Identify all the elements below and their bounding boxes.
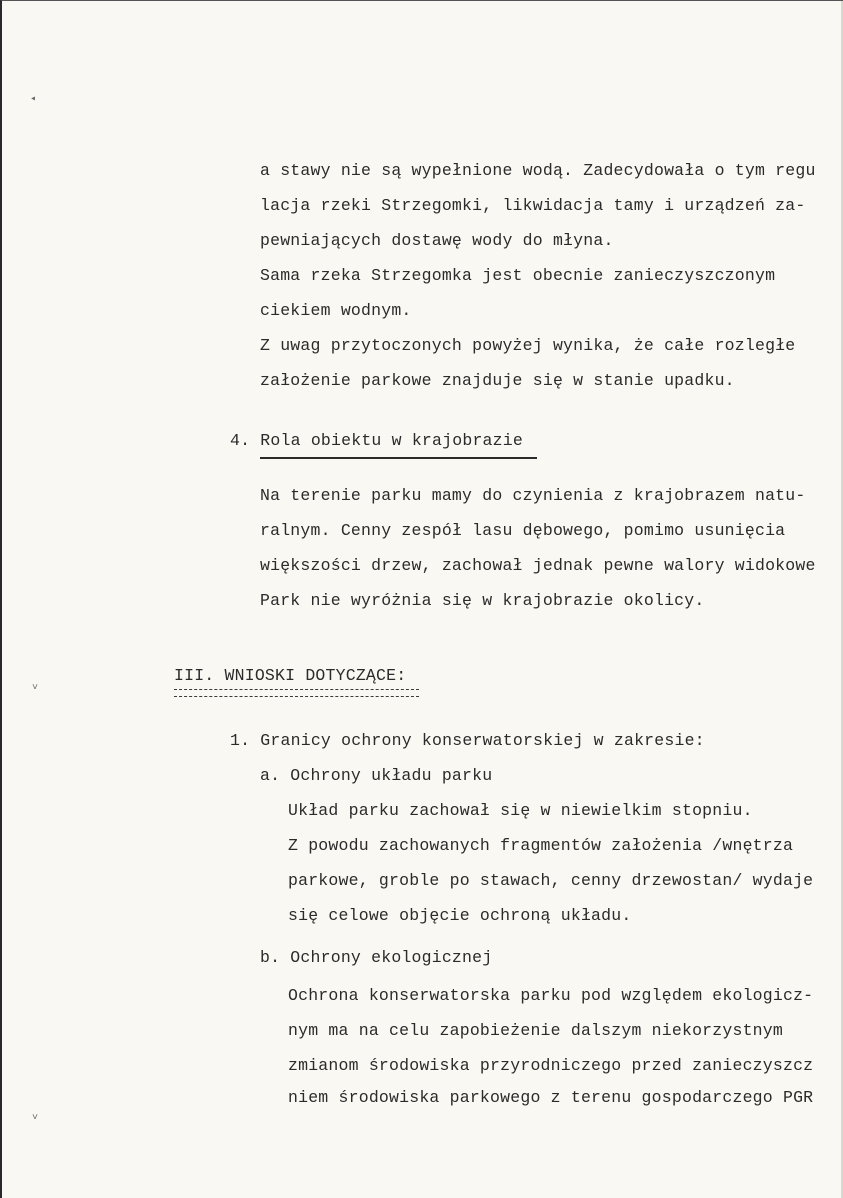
paragraph-1-line: a stawy nie są wypełnione wodą. Zadecydowała o tym regu [260, 161, 816, 180]
item-a-line: Z powodu zachowanych fragmentów założenia /wnętrza [288, 836, 794, 855]
section-III-double-rule [174, 689, 419, 697]
paragraph-1-line: założenie parkowe znajduje się w stanie upadku. [260, 371, 735, 390]
item-a-line: parkowe, groble po stawach, cenny drzewostan/ wydaje [288, 871, 814, 890]
paragraph-1-line: ciekiem wodnym. [260, 301, 412, 320]
item-b-line: nym ma na celu zapobieżenie dalszym niekorzystnym [288, 1021, 783, 1040]
paragraph-2-line: ralnym. Cenny zespół lasu dębowego, pomimo usunięcia [260, 521, 786, 540]
paragraph-2-line: Na terenie parku mamy do czynienia z krajobrazem natu- [260, 486, 806, 505]
margin-mark: ˅ [32, 1113, 39, 1124]
section-III-heading: III. WNIOSKI DOTYCZĄCE: [174, 666, 407, 685]
item-a-line: się celowe objęcie ochroną układu. [288, 906, 632, 925]
item-1: 1. Granicy ochrony konserwatorskiej w zakresie: [230, 731, 705, 750]
item-a-heading: a. Ochrony układu parku [260, 766, 493, 785]
section-4-heading: 4. Rola obiektu w krajobrazie [230, 431, 523, 450]
paragraph-1-line: Z uwag przytoczonych powyżej wynika, że całe rozległe [260, 336, 796, 355]
paragraph-1-line: pewniających dostawę wody do młyna. [260, 231, 614, 250]
margin-mark: ◂ [30, 94, 37, 105]
item-a-line: Układ parku zachował się w niewielkim stopniu. [288, 801, 753, 820]
item-b-line: Ochrona konserwatorska parku pod względem ekologicz- [288, 986, 814, 1005]
item-b-line: niem środowiska parkowego z terenu gospodarczego PGR [288, 1088, 814, 1107]
margin-mark: ˅ [32, 683, 39, 694]
paragraph-2-line: większości drzew, zachował jednak pewne walory widokowe [260, 556, 816, 575]
paragraph-1-line: Sama rzeka Strzegomka jest obecnie zanieczyszczonym [260, 266, 776, 285]
paragraph-2-line: Park nie wyróżnia się w krajobrazie okolicy. [260, 591, 705, 610]
item-b-heading: b. Ochrony ekologicznej [260, 948, 493, 967]
item-b-line: zmianom środowiska przyrodniczego przed zanieczyszcz [288, 1056, 814, 1075]
section-4-underline [260, 457, 537, 459]
paragraph-1-line: lacja rzeki Strzegomki, likwidacja tamy i urządzeń za- [260, 196, 806, 215]
